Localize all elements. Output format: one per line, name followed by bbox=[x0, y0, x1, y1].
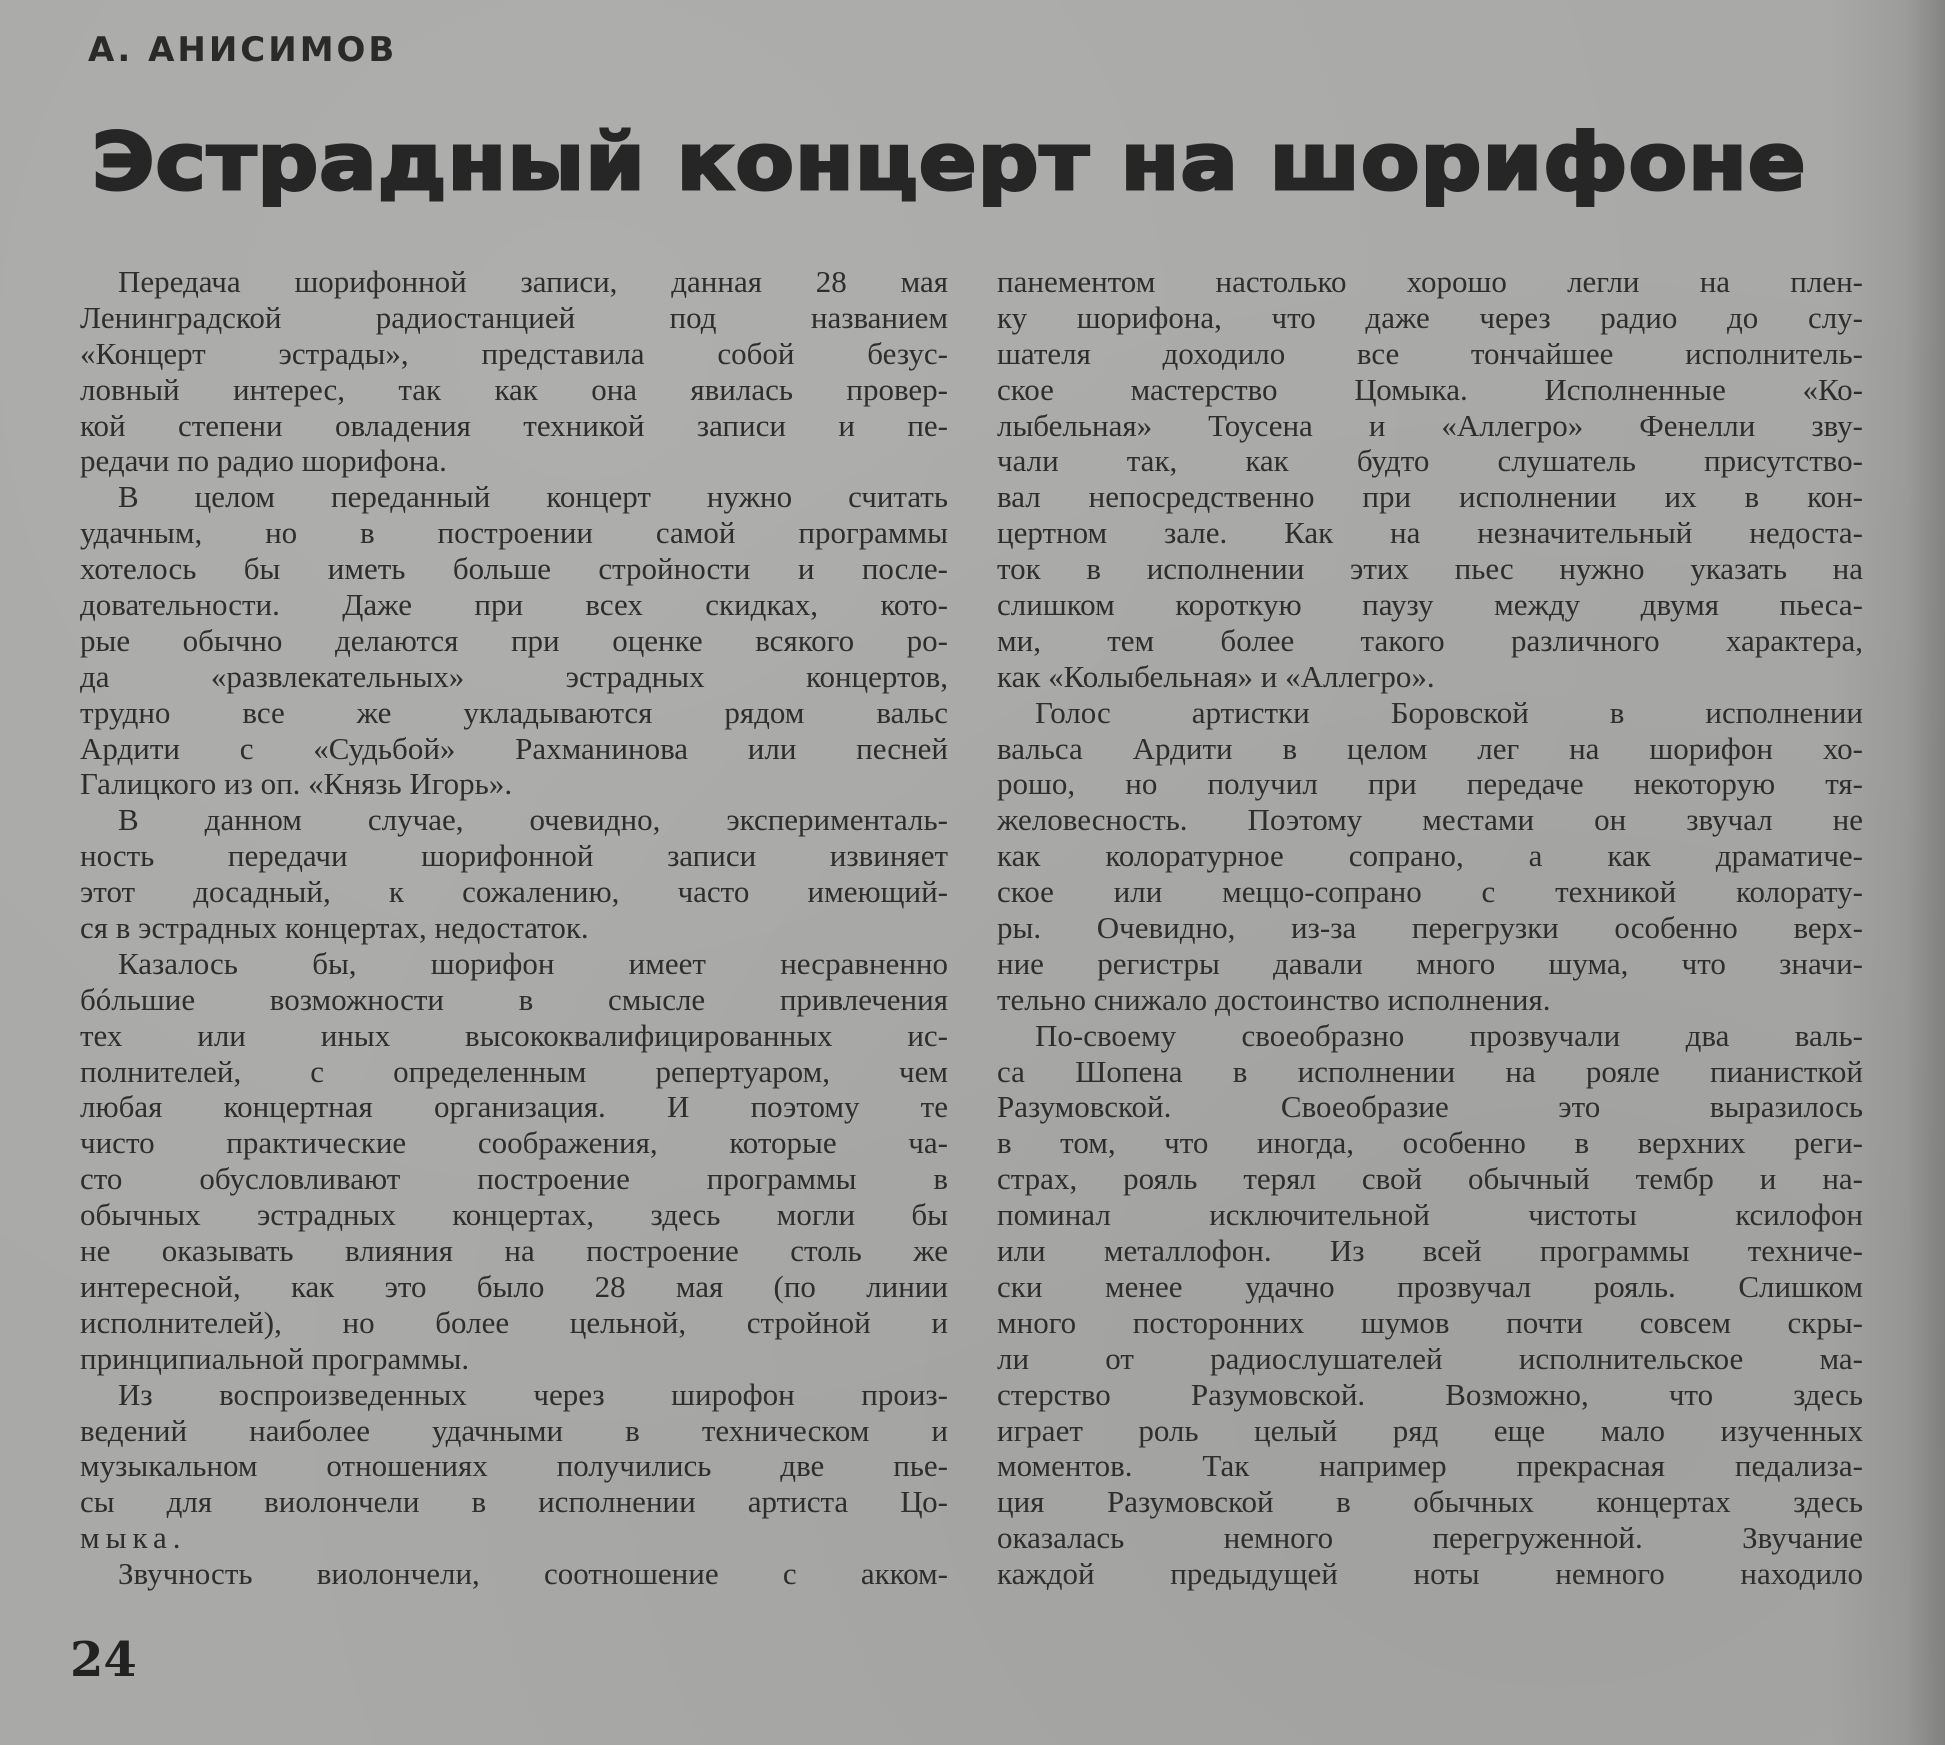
text-line: много посторонних шумов почти совсем скры- bbox=[997, 1304, 1863, 1340]
text-line: музыкальном отношениях получились две пье- bbox=[80, 1448, 948, 1484]
text-line: слишком короткую паузу между двумя пьеса- bbox=[997, 587, 1863, 623]
text-line: довательности. Даже при всех скидках, кото- bbox=[80, 587, 948, 623]
text-line: цертном зале. Как на незначительный недоста- bbox=[997, 515, 1863, 551]
text-line: страх, рояль терял свой обычный тембр и на- bbox=[997, 1161, 1863, 1197]
text-line: исполнителей), но более цельной, стройной и bbox=[80, 1304, 948, 1340]
text-line: Разумовской. Своеобразие это выразилось bbox=[997, 1089, 1863, 1125]
text-line: поминал исключительной чистоты ксилофон bbox=[997, 1197, 1863, 1233]
text-line: стерство Разумовской. Возможно, что здесь bbox=[997, 1376, 1863, 1412]
text-line: ловный интерес, так как она явилась провер- bbox=[80, 371, 948, 407]
text-line: как колоратурное сопрано, а как драматиче- bbox=[997, 838, 1863, 874]
text-line: вал непосредственно при исполнении их в кон- bbox=[997, 479, 1863, 515]
text-line: интересной, как это было 28 мая (по линии bbox=[80, 1268, 948, 1304]
text-line: ми, тем более такого различного характера, bbox=[997, 622, 1863, 658]
text-line: В данном случае, очевидно, эксперименталь- bbox=[118, 802, 948, 838]
text-line: трудно все же укладываются рядом вальс bbox=[80, 694, 948, 730]
text-line: обычных эстрадных концертах, здесь могли бы bbox=[80, 1197, 948, 1233]
text-line: ние регистры давали много шума, что значи- bbox=[997, 945, 1863, 981]
text-line: В целом переданный концерт нужно считать bbox=[118, 479, 948, 515]
text-line: Казалось бы, шорифон имеет несравненно bbox=[118, 945, 948, 981]
text-line: Из воспроизведенных через широфон произ- bbox=[118, 1376, 948, 1412]
text-line: Передача шорифонной записи, данная 28 мая bbox=[118, 264, 948, 299]
text-line: этот досадный, к сожалению, часто имеющий- bbox=[80, 874, 948, 910]
text-line: ское или меццо-сопрано с техникой колорату- bbox=[997, 874, 1863, 910]
text-line: кой степени овладения техникой записи и пе- bbox=[80, 407, 948, 443]
text-line: тельно снижало достоинство исполнения. bbox=[997, 981, 1551, 1017]
text-line: ность передачи шорифонной записи извиняет bbox=[80, 838, 948, 874]
text-line: шателя доходило все тончайшее исполнитель- bbox=[997, 335, 1863, 371]
text-line: ское мастерство Цомыка. Исполненные «Ко- bbox=[997, 371, 1863, 407]
right-column bbox=[997, 264, 1863, 1592]
page-number: 24 bbox=[70, 1632, 137, 1688]
text-line: рошо, но получил при передаче некоторую тя- bbox=[997, 766, 1863, 802]
text-line: редачи по радио шорифона. bbox=[80, 443, 447, 479]
left-column bbox=[80, 264, 948, 1592]
text-line: каждой предыдущей ноты немного находило bbox=[997, 1556, 1863, 1592]
text-line: ция Разумовской в обычных концертах здесь bbox=[997, 1484, 1863, 1520]
text-line: принципиальной программы. bbox=[80, 1340, 470, 1376]
text-line: Голос артистки Боровской в исполнении bbox=[1035, 694, 1863, 730]
text-line: или металлофон. Из всей программы техниче- bbox=[997, 1233, 1863, 1269]
text-line: мыка. bbox=[80, 1520, 187, 1556]
text-line: в том, что иногда, особенно в верхних реги- bbox=[997, 1125, 1863, 1161]
text-line: панементом настолько хорошо легли на плен- bbox=[997, 264, 1863, 299]
text-line: полнителей, с определенным репертуаром, чем bbox=[80, 1053, 948, 1089]
text-line: ведений наиболее удачными в техническом и bbox=[80, 1412, 948, 1448]
text-line: вальса Ардити в целом лег на шорифон хо- bbox=[997, 730, 1863, 766]
text-line: оказалась немного перегруженной. Звучание bbox=[997, 1520, 1863, 1556]
text-line: не оказывать влияния на построение столь же bbox=[80, 1233, 948, 1269]
text-line: Ардити с «Судьбой» Рахманинова или песней bbox=[80, 730, 948, 766]
text-line: рые обычно делаются при оценке всякого ро- bbox=[80, 622, 948, 658]
text-line: чисто практические соображения, которые ча- bbox=[80, 1125, 948, 1161]
text-line: лыбельная» Тоусена и «Аллегро» Фенелли зву- bbox=[997, 407, 1863, 443]
text-line: ток в исполнении этих пьес нужно указать на bbox=[997, 551, 1863, 587]
text-line: любая концертная организация. И поэтому те bbox=[80, 1089, 948, 1125]
author-byline: А. АНИСИМОВ bbox=[88, 30, 398, 70]
text-line: «Концерт эстрады», представила собой безус- bbox=[80, 335, 948, 371]
text-line: чали так, как будто слушатель присутство- bbox=[997, 443, 1863, 479]
text-line: ли от радиослушателей исполнительское ма- bbox=[997, 1340, 1863, 1376]
text-line: Галицкого из оп. «Князь Игорь». bbox=[80, 766, 513, 802]
text-line: ку шорифона, что даже через радио до слу- bbox=[997, 299, 1863, 335]
text-line: как «Колыбельная» и «Аллегро». bbox=[997, 658, 1435, 694]
text-line: бóльшие возможности в смысле привлечения bbox=[80, 981, 948, 1017]
text-line: сто обусловливают построение программы в bbox=[80, 1161, 948, 1197]
text-line: ся в эстрадных концертах, недостаток. bbox=[80, 910, 589, 946]
text-line: Ленинградской радиостанцией под названием bbox=[80, 299, 948, 335]
article-title: Эстрадный концерт на шорифоне bbox=[92, 118, 1807, 208]
text-line: моментов. Так например прекрасная педализа- bbox=[997, 1448, 1863, 1484]
text-line: сы для виолончели в исполнении артиста Цо- bbox=[80, 1484, 948, 1520]
text-line: ски менее удачно прозвучал рояль. Слишком bbox=[997, 1268, 1863, 1304]
text-line: са Шопена в исполнении на рояле пианисткой bbox=[997, 1053, 1863, 1089]
text-line: хотелось бы иметь больше стройности и после- bbox=[80, 551, 948, 587]
text-line: Звучность виолончели, соотношение с акком- bbox=[118, 1556, 948, 1592]
text-line: да «развлекательных» эстрадных концертов, bbox=[80, 658, 948, 694]
text-line: ры. Очевидно, из-за перегрузки особенно верх- bbox=[997, 910, 1863, 946]
text-line: тех или иных высококвалифицированных ис- bbox=[80, 1017, 948, 1053]
text-line: желовесность. Поэтому местами он звучал не bbox=[997, 802, 1863, 838]
text-line: играет роль целый ряд еще мало изученных bbox=[997, 1412, 1863, 1448]
text-line: удачным, но в построении самой программы bbox=[80, 515, 948, 551]
text-line: По-своему своеобразно прозвучали два валь- bbox=[1035, 1017, 1863, 1053]
